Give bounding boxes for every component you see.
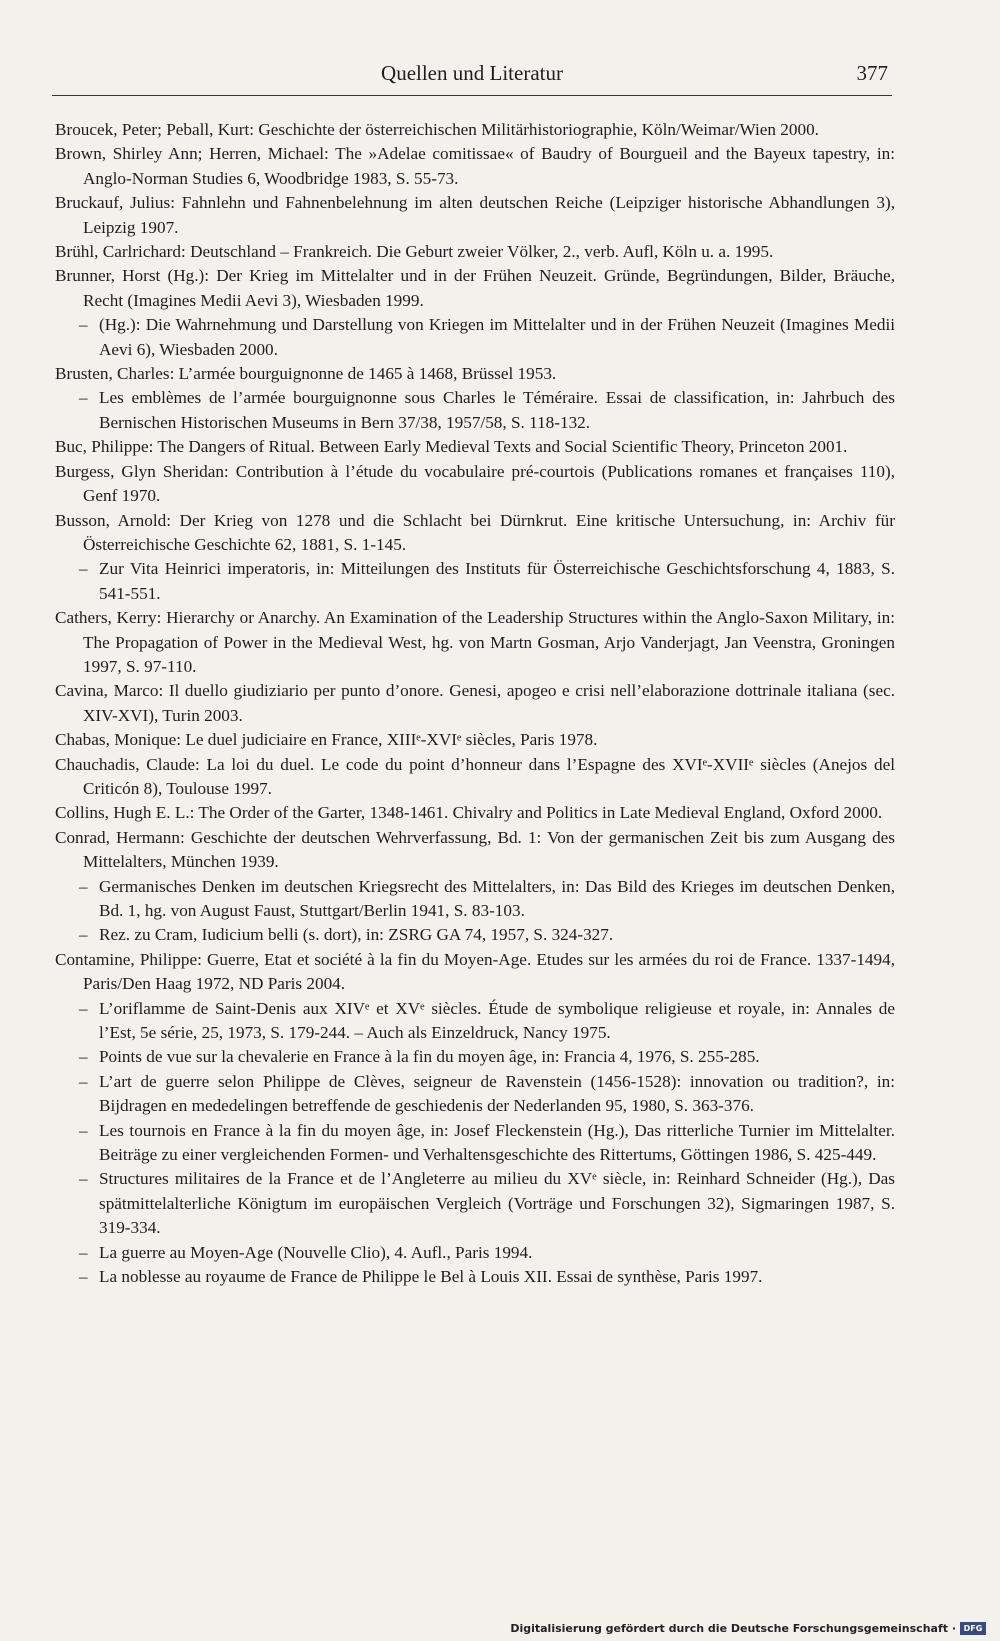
bibliography-entry	[55, 1070, 895, 1119]
bibliography-entry	[55, 118, 895, 142]
entry-text: Chabas, Monique: Le duel judiciaire en France, XIIIᵉ-XVIᵉ siècles, Paris 1978.	[55, 730, 598, 750]
entry-text: Germanisches Denken im deutschen Kriegsrecht des Mittelalters, in: Das Bild des Krieges im deutschen Denken, Bd. 1, hg. von August Faust, Stuttgart/Berlin 1941, S. 83-103.	[99, 876, 895, 920]
digitization-footer	[510, 1622, 986, 1635]
bibliography-entry	[55, 142, 895, 191]
entry-text: La guerre au Moyen-Age (Nouvelle Clio), 4. Aufl., Paris 1994.	[99, 1242, 533, 1262]
bibliography-entry	[55, 435, 895, 459]
entry-text: (Hg.): Die Wahrnehmung und Darstellung von Kriegen im Mittelalter und in der Frühen Neuzeit (Imagines Medii Aevi 6), Wiesbaden 2000.	[99, 315, 895, 359]
bibliography-entry	[55, 948, 895, 997]
bibliography-entry	[55, 313, 895, 362]
bibliography-entry	[55, 386, 895, 435]
entry-text: Chauchadis, Claude: La loi du duel. Le code du point d’honneur dans l’Espagne des XVIᵉ-XVIIᵉ siècles (Anejos del Criticón 8), Toulouse 1997.	[55, 754, 895, 798]
entry-text: Contamine, Philippe: Guerre, Etat et société à la fin du Moyen-Age. Etudes sur les armées du roi de France. 1337-1494, Paris/Den Haag 1972, ND Paris 2004.	[55, 949, 895, 994]
entry-text: La noblesse au royaume de France de Philippe le Bel à Louis XII. Essai de synthèse, Paris 1997.	[99, 1267, 763, 1287]
bibliography-entry	[55, 460, 895, 509]
entry-text: Brusten, Charles: L’armée bourguignonne de 1465 à 1468, Brüssel 1953.	[55, 364, 557, 384]
bibliography-entry	[55, 1167, 895, 1240]
continuation-dash: –	[79, 315, 88, 335]
footer-credit: Digitalisierung gefördert durch die Deutsche Forschungsgemeinschaft ·	[510, 1622, 956, 1635]
continuation-dash: –	[79, 1047, 88, 1067]
entry-text: Les emblèmes de l’armée bourguignonne sous Charles le Téméraire. Essai de classification, in: Jahrbuch des Bernischen Historischen Museums in Bern 37/38, 1957/58, S. 118-132.	[99, 388, 895, 432]
bibliography-entry	[55, 1045, 895, 1069]
entry-text: L’oriflamme de Saint-Denis aux XIVᵉ et XVᵉ siècles. Étude de symbolique religieuse et royale, in: Annales de l’Est, 5e série, 25, 1973, S. 179-244. – Auch als Einzeldruck, Nancy 1975.	[99, 998, 895, 1043]
continuation-dash: –	[79, 559, 88, 579]
entry-text: Brühl, Carlrichard: Deutschland – Frankreich. Die Geburt zweier Völker, 2., verb. Aufl, Köln u. a. 1995.	[55, 242, 774, 262]
bibliography-entry	[55, 679, 895, 728]
continuation-dash: –	[79, 1071, 88, 1091]
continuation-dash: –	[79, 876, 88, 896]
entry-text: L’art de guerre selon Philippe de Clèves, seigneur de Ravenstein (1456-1528): innovation ou tradition?, in: Bijdragen en mededelingen betreffende de geschiedenis der Nederlanden 95, 1980, S. 363-376.	[99, 1071, 895, 1116]
entry-text: Bruckauf, Julius: Fahnlehn und Fahnenbelehnung im alten deutschen Reiche (Leipziger historische Abhandlungen 3), Leipzig 1907.	[55, 193, 895, 237]
bibliography-entry	[55, 240, 895, 264]
entry-text: Cavina, Marco: Il duello giudiziario per punto d’onore. Genesi, apogeo e crisi nell’elaborazione dottrinale italiana (sec. XIV-XVI), Turin 2003.	[55, 681, 895, 725]
entry-text: Busson, Arnold: Der Krieg von 1278 und die Schlacht bei Dürnkrut. Eine kritische Untersuchung, in: Archiv für Österreichische Geschichte 62, 1881, S. 1-145.	[55, 510, 895, 554]
bibliography-entry	[55, 1119, 895, 1168]
bibliography-list	[55, 118, 895, 1290]
entry-text: Burgess, Glyn Sheridan: Contribution à l’étude du vocabulaire pré-courtois (Publications romanes et françaises 110), Genf 1970.	[55, 461, 895, 506]
bibliography-entry	[55, 997, 895, 1046]
continuation-dash: –	[79, 388, 88, 408]
bibliography-entry	[55, 826, 895, 875]
entry-text: Points de vue sur la chevalerie en France à la fin du moyen âge, in: Francia 4, 1976, S. 255-285.	[99, 1047, 760, 1067]
bibliography-entry	[55, 923, 895, 947]
bibliography-entry	[55, 1265, 895, 1289]
bibliography-entry	[55, 606, 895, 679]
bibliography-entry	[55, 753, 895, 802]
entry-text: Broucek, Peter; Peball, Kurt: Geschichte der österreichischen Militärhistoriographie, Köln/Weimar/Wien 2000.	[55, 120, 819, 139]
bibliography-entry	[55, 801, 895, 825]
entry-text: Structures militaires de la France et de l’Angleterre au milieu du XVᵉ siècle, in: Reinhard Schneider (Hg.), Das spätmittelalterliche Königtum im europäischen Vergleich (Vorträge und Forschungen 32), Sigmaringen 1987, S. 319-334.	[99, 1169, 895, 1238]
bibliography-entry	[55, 875, 895, 924]
dfg-logo-icon: DFG	[960, 1622, 986, 1635]
entry-text: Conrad, Hermann: Geschichte der deutschen Wehrverfassung, Bd. 1: Von der germanischen Zeit bis zum Ausgang des Mittelalters, München 1939.	[55, 827, 895, 872]
bibliography-entry	[55, 191, 895, 240]
continuation-dash: –	[79, 998, 88, 1018]
page-number: 377	[856, 61, 888, 85]
entry-text: Zur Vita Heinrici imperatoris, in: Mitteilungen des Instituts für Österreichische Geschichtsforschung 4, 1883, S. 541-551.	[99, 559, 895, 603]
continuation-dash: –	[79, 1120, 88, 1140]
bibliography-entry	[55, 557, 895, 606]
bibliography-entry	[55, 728, 895, 752]
entry-text: Cathers, Kerry: Hierarchy or Anarchy. An Examination of the Leadership Structures within the Anglo-Saxon Military, in: The Propagation of Power in the Medieval West, hg. von Martn Gosman, Arjo Vanderjagt, Jan Veenstra, Groningen 1997, S. 97-110.	[55, 608, 895, 676]
entry-text: Les tournois en France à la fin du moyen âge, in: Josef Fleckenstein (Hg.), Das ritterliche Turnier im Mittelalter. Beiträge zu einer vergleichenden Formen- und Verhaltensgeschichte des Rittertums, Göttingen 1986, S. 425-449.	[99, 1120, 895, 1165]
continuation-dash: –	[79, 1169, 88, 1189]
running-header	[52, 55, 892, 96]
bibliography-entry	[55, 509, 895, 558]
page-title: Quellen und Literatur	[381, 61, 563, 85]
continuation-dash: –	[79, 925, 88, 945]
continuation-dash: –	[79, 1242, 88, 1262]
bibliography-entry	[55, 362, 895, 386]
bibliography-entry	[55, 1241, 895, 1265]
continuation-dash: –	[79, 1267, 88, 1287]
entry-text: Brunner, Horst (Hg.): Der Krieg im Mittelalter und in der Frühen Neuzeit. Gründe, Begründungen, Bilder, Bräuche, Recht (Imagines Medii Aevi 3), Wiesbaden 1999.	[55, 266, 895, 310]
entry-text: Brown, Shirley Ann; Herren, Michael: The »Adelae comitissae« of Baudry of Bourgueil and the Bayeux tapestry, in: Anglo-Norman Studies 6, Woodbridge 1983, S. 55-73.	[55, 144, 895, 188]
entry-text: Collins, Hugh E. L.: The Order of the Garter, 1348-1461. Chivalry and Politics in Late Medieval England, Oxford 2000.	[55, 803, 883, 823]
bibliography-entry	[55, 264, 895, 313]
entry-text: Buc, Philippe: The Dangers of Ritual. Between Early Medieval Texts and Social Scientific Theory, Princeton 2001.	[55, 437, 848, 457]
entry-text: Rez. zu Cram, Iudicium belli (s. dort), in: ZSRG GA 74, 1957, S. 324-327.	[99, 925, 614, 945]
